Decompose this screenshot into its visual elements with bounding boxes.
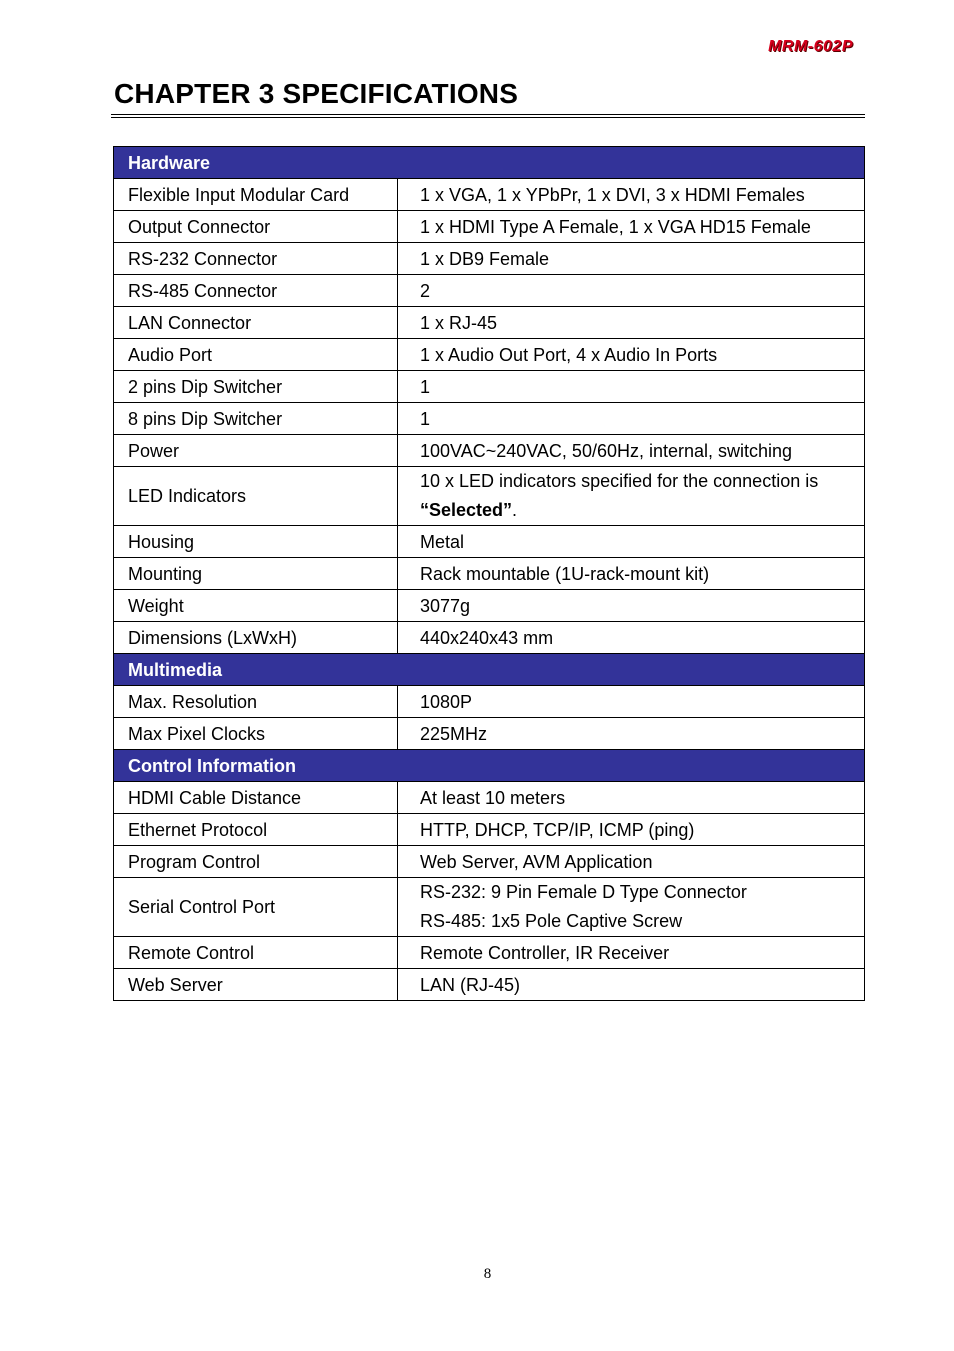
spec-label: Mounting <box>114 558 398 590</box>
spec-row <box>114 371 865 403</box>
spec-value: Web Server, AVM Application <box>398 846 865 878</box>
spec-value: 2 <box>398 275 865 307</box>
spec-row <box>114 590 865 622</box>
spec-label: LED Indicators <box>114 467 398 526</box>
spec-value-line: RS-485: 1x5 Pole Captive Screw <box>420 911 683 931</box>
spec-label: Web Server <box>114 969 398 1001</box>
spec-label: Max. Resolution <box>114 686 398 718</box>
spec-value-tail: . <box>512 500 518 520</box>
spec-label: HDMI Cable Distance <box>114 782 398 814</box>
spec-label: Dimensions (LxWxH) <box>114 622 398 654</box>
spec-value <box>398 467 865 526</box>
spec-label: Max Pixel Clocks <box>114 718 398 750</box>
spec-row <box>114 937 865 969</box>
spec-label: Serial Control Port <box>114 878 398 937</box>
spec-label: Audio Port <box>114 339 398 371</box>
spec-value: HTTP, DHCP, TCP/IP, ICMP (ping) <box>398 814 865 846</box>
spec-row <box>114 275 865 307</box>
spec-label: Remote Control <box>114 937 398 969</box>
spec-row <box>114 435 865 467</box>
spec-row <box>114 211 865 243</box>
title-rule-bottom <box>111 117 865 118</box>
spec-value: At least 10 meters <box>398 782 865 814</box>
spec-row <box>114 339 865 371</box>
spec-row <box>114 526 865 558</box>
spec-row <box>114 243 865 275</box>
spec-value-line <box>420 496 864 525</box>
section-label: Control Information <box>114 750 865 782</box>
spec-label: Program Control <box>114 846 398 878</box>
spec-label: Flexible Input Modular Card <box>114 179 398 211</box>
spec-label: LAN Connector <box>114 307 398 339</box>
spec-value: 100VAC~240VAC, 50/60Hz, internal, switching <box>398 435 865 467</box>
spec-value <box>398 878 865 937</box>
spec-value: 1 x DB9 Female <box>398 243 865 275</box>
spec-value: LAN (RJ-45) <box>398 969 865 1001</box>
spec-label: Power <box>114 435 398 467</box>
spec-row <box>114 307 865 339</box>
spec-value: 225MHz <box>398 718 865 750</box>
spec-row <box>114 814 865 846</box>
spec-value: 1 <box>398 403 865 435</box>
spec-value-line: RS-232: 9 Pin Female D Type Connector <box>420 882 747 902</box>
page-title: CHAPTER 3 SPECIFICATIONS <box>114 78 519 109</box>
spec-row <box>114 846 865 878</box>
spec-value: 1 <box>398 371 865 403</box>
spec-value: 1 x VGA, 1 x YPbPr, 1 x DVI, 3 x HDMI Females <box>398 179 865 211</box>
spec-row <box>114 718 865 750</box>
spec-label: 8 pins Dip Switcher <box>114 403 398 435</box>
spec-value: 1 x Audio Out Port, 4 x Audio In Ports <box>398 339 865 371</box>
section-label: Multimedia <box>114 654 865 686</box>
spec-value-line: 10 x LED indicators specified for the connection is <box>420 471 819 491</box>
spec-row <box>114 782 865 814</box>
specifications-table <box>113 146 865 1001</box>
spec-row <box>114 622 865 654</box>
spec-label: Ethernet Protocol <box>114 814 398 846</box>
spec-row <box>114 686 865 718</box>
spec-value: 1 x RJ-45 <box>398 307 865 339</box>
title-rule-top <box>111 114 865 115</box>
section-header-hardware <box>114 147 865 179</box>
spec-row <box>114 969 865 1001</box>
section-header-multimedia <box>114 654 865 686</box>
spec-value: Metal <box>398 526 865 558</box>
section-header-control-information <box>114 750 865 782</box>
spec-row <box>114 558 865 590</box>
spec-row <box>114 403 865 435</box>
model-logo: MRM-602P <box>768 38 853 55</box>
spec-value: 3077g <box>398 590 865 622</box>
spec-label: RS-485 Connector <box>114 275 398 307</box>
spec-label: Output Connector <box>114 211 398 243</box>
spec-value: 1 x HDMI Type A Female, 1 x VGA HD15 Female <box>398 211 865 243</box>
section-label: Hardware <box>114 147 865 179</box>
spec-label: Weight <box>114 590 398 622</box>
spec-row <box>114 878 865 937</box>
spec-row <box>114 179 865 211</box>
spec-label: RS-232 Connector <box>114 243 398 275</box>
spec-value: Rack mountable (1U-rack-mount kit) <box>398 558 865 590</box>
page-number: 8 <box>483 1266 492 1282</box>
spec-label: 2 pins Dip Switcher <box>114 371 398 403</box>
spec-label: Housing <box>114 526 398 558</box>
spec-value-emphasis: “Selected” <box>420 500 513 520</box>
spec-value: Remote Controller, IR Receiver <box>398 937 865 969</box>
spec-value: 440x240x43 mm <box>398 622 865 654</box>
spec-row <box>114 467 865 526</box>
spec-value: 1080P <box>398 686 865 718</box>
